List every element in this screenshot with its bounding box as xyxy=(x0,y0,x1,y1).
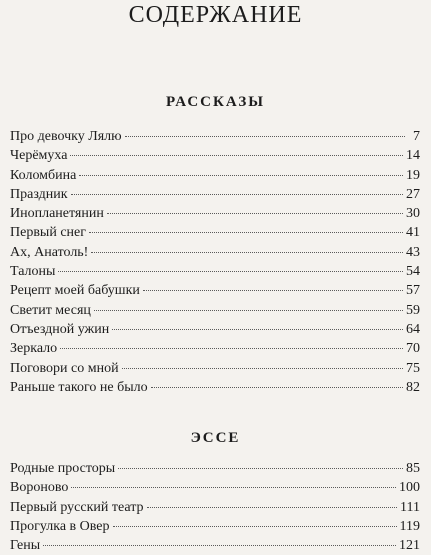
toc-entry-page: 85 xyxy=(406,461,420,476)
toc-entry xyxy=(10,262,420,281)
toc-entry-page: 54 xyxy=(406,264,420,280)
toc-entry xyxy=(10,301,420,320)
toc-entry-title: Раньше такого не было xyxy=(10,379,148,395)
toc-entry xyxy=(10,498,420,517)
toc-entry xyxy=(10,127,420,146)
toc-entry-title: Ах, Анатоль! xyxy=(10,244,89,260)
dot-leader xyxy=(79,175,403,176)
dot-leader xyxy=(60,348,403,349)
toc-entry xyxy=(10,166,420,185)
dot-leader xyxy=(122,368,403,369)
dot-leader xyxy=(107,213,403,214)
toc-entry-title: Отъездной ужин xyxy=(10,321,110,337)
toc-entry-title: Талоны xyxy=(10,264,56,280)
dot-leader xyxy=(125,136,405,137)
dot-leader xyxy=(112,329,403,330)
toc-entry-page: 43 xyxy=(406,244,420,260)
toc-entry-page: 30 xyxy=(406,206,420,222)
toc-entry-title: Первый снег xyxy=(10,225,86,241)
dot-leader xyxy=(71,194,403,195)
dot-leader xyxy=(118,468,403,469)
toc-entry xyxy=(10,146,420,165)
toc-entry-title: Про девочку Лялю xyxy=(10,129,122,144)
dot-leader xyxy=(147,507,398,508)
toc-entry-page: 64 xyxy=(406,321,420,337)
toc-entry-title: Рецепт моей бабушки xyxy=(10,283,140,299)
toc-entry-page: 7 xyxy=(413,129,420,144)
toc-essays-list xyxy=(10,459,420,555)
dot-leader xyxy=(94,310,403,311)
toc-entry-page: 70 xyxy=(406,341,420,357)
toc-entry-title: Поговори со мной xyxy=(10,360,119,376)
toc-entry-title: Зеркало xyxy=(10,341,58,357)
toc-entry-title: Инопланетянин xyxy=(10,206,104,222)
toc-entry-page: 41 xyxy=(406,225,420,241)
toc-entry-page: 59 xyxy=(406,302,420,318)
toc-entry xyxy=(10,459,420,478)
toc-entry xyxy=(10,339,420,358)
toc-entry xyxy=(10,185,420,204)
toc-entry-page: 27 xyxy=(406,186,420,202)
toc-entry xyxy=(10,378,420,397)
toc-entry-title: Коломбина xyxy=(10,167,77,183)
dot-leader xyxy=(58,271,403,272)
toc-entry xyxy=(10,223,420,242)
page-title: СОДЕРЖАНИЕ xyxy=(128,2,303,28)
dot-leader xyxy=(70,155,403,156)
toc-entry-title: Первый русский театр xyxy=(10,499,144,515)
dot-leader xyxy=(143,290,403,291)
toc-entry-page: 111 xyxy=(400,499,420,515)
toc-entry-title: Праздник xyxy=(10,186,68,202)
section-heading-stories: РАССКАЗЫ xyxy=(166,94,265,110)
toc-entry-page: 14 xyxy=(406,148,420,164)
toc-entry xyxy=(10,359,420,378)
dot-leader xyxy=(89,232,403,233)
section-heading-essays: ЭССЕ xyxy=(190,430,241,446)
toc-entry-title: Светит месяц xyxy=(10,302,91,318)
toc-entry-title: Прогулка в Овер xyxy=(10,518,110,534)
dot-leader xyxy=(91,252,403,253)
toc-entry-title: Гены xyxy=(10,538,41,554)
toc-entry xyxy=(10,517,420,536)
dot-leader xyxy=(43,545,396,546)
toc-entry-page: 75 xyxy=(406,360,420,376)
toc-entry xyxy=(10,243,420,262)
toc-entry xyxy=(10,478,420,497)
toc-entry-title: Черёмуха xyxy=(10,148,68,164)
dot-leader xyxy=(71,487,396,488)
toc-entry-page: 57 xyxy=(406,283,420,299)
toc-entry xyxy=(10,320,420,339)
toc-entry xyxy=(10,536,420,555)
dot-leader xyxy=(151,387,403,388)
toc-entry-page: 82 xyxy=(406,379,420,395)
toc-entry xyxy=(10,281,420,300)
toc-entry-title: Родные просторы xyxy=(10,461,116,476)
toc-entry-title: Вороново xyxy=(10,480,69,496)
toc-entry-page: 119 xyxy=(399,518,420,534)
toc-entry xyxy=(10,204,420,223)
dot-leader xyxy=(113,526,397,527)
toc-entry-page: 121 xyxy=(399,538,420,554)
toc-stories-list xyxy=(10,127,420,397)
toc-entry-page: 19 xyxy=(406,167,420,183)
toc-entry-page: 100 xyxy=(399,480,420,496)
